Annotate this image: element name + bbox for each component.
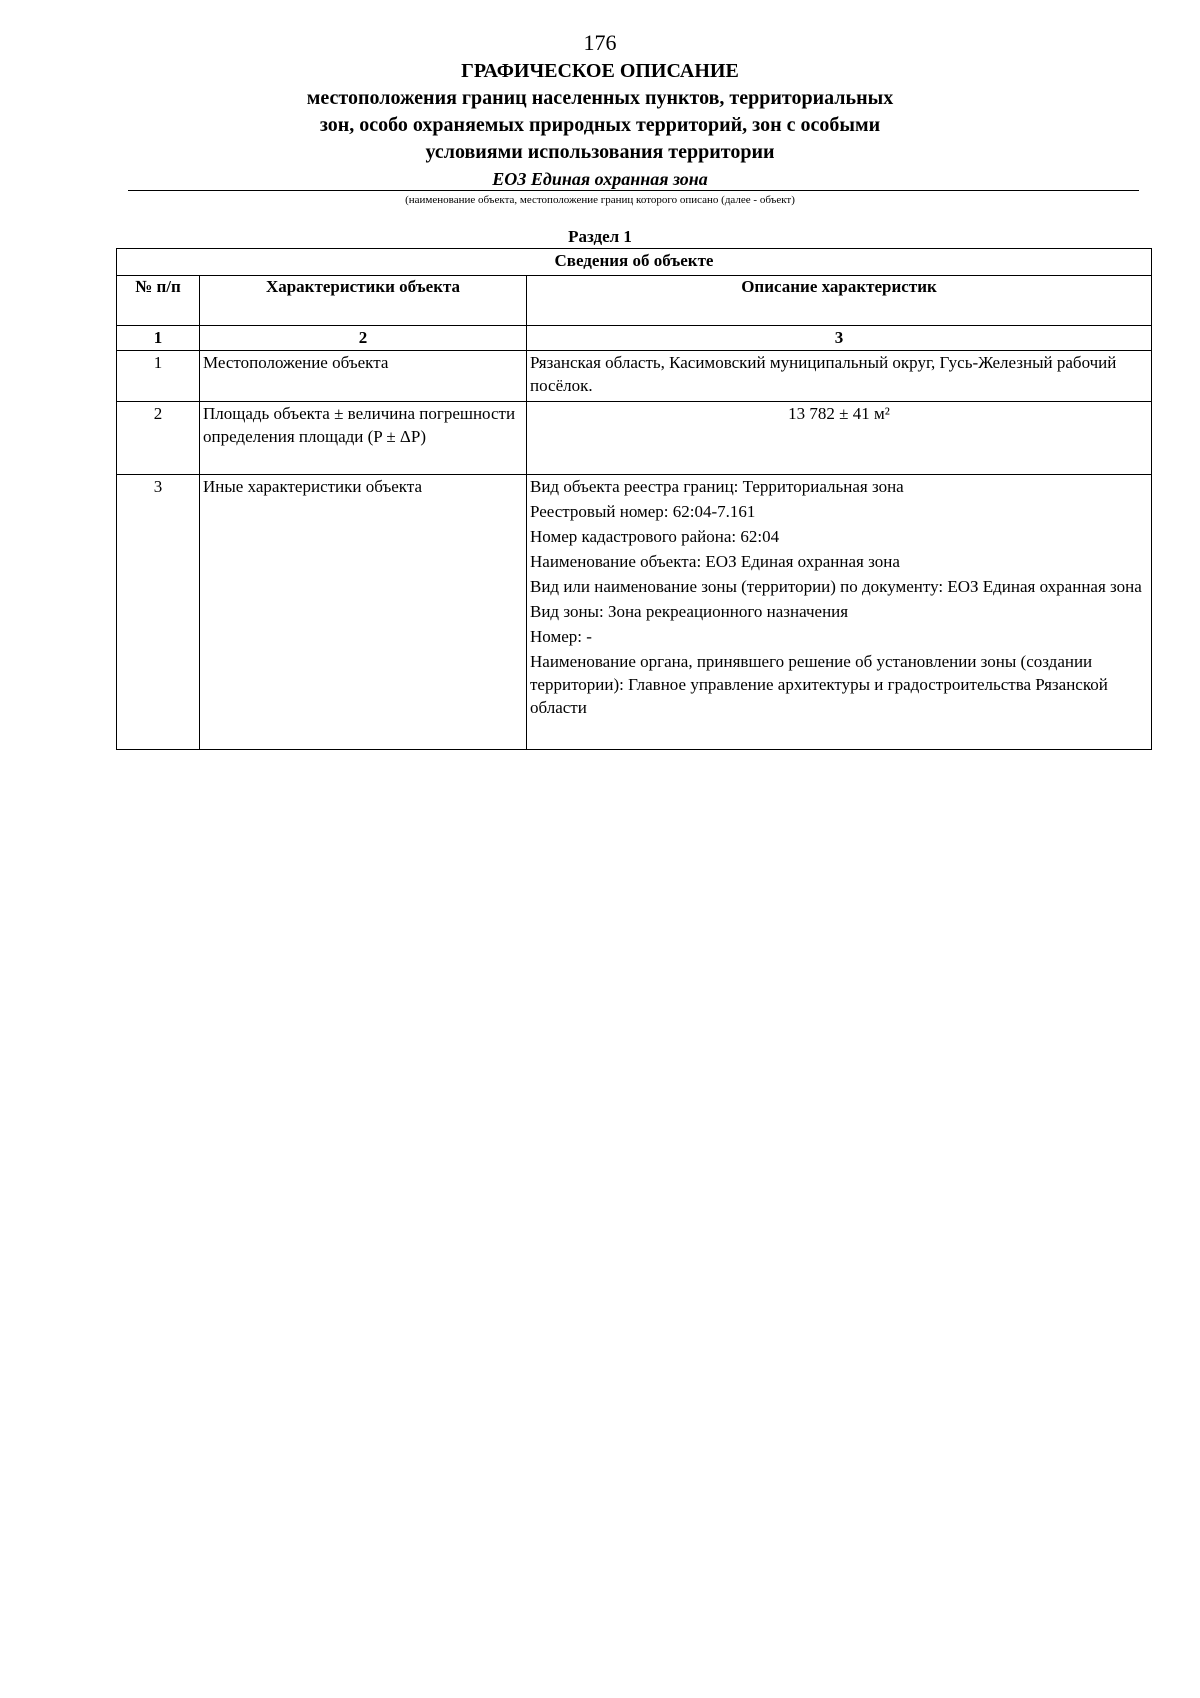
- table-caption: Сведения об объекте: [117, 249, 1152, 276]
- description-line: Реестровый номер: 62:04-7.161: [530, 502, 756, 521]
- row-description: [527, 475, 1152, 750]
- column-number-row: [117, 326, 1152, 351]
- row-characteristic: Местоположение объекта: [200, 351, 527, 402]
- page-number: 176: [583, 30, 617, 55]
- row-description: [527, 351, 1152, 402]
- table-row: [117, 402, 1152, 475]
- table-header-row: [117, 276, 1152, 326]
- description-line: Вид зоны: Зона рекреационного назначения: [530, 602, 849, 621]
- column-number-2: 2: [200, 326, 527, 351]
- table-row: [117, 351, 1152, 402]
- table-row: [117, 475, 1152, 750]
- object-name-caption: (наименование объекта, местоположение границ которого описано (далее - объект): [405, 194, 795, 206]
- description-line: Номер кадастрового района: 62:04: [530, 527, 780, 546]
- document-subtitle-line-2: зон, особо охраняемых природных территорий, зон с особыми: [319, 114, 881, 136]
- document-subtitle-line-1: местоположения границ населенных пунктов, территориальных: [306, 87, 894, 109]
- description-line: Наименование органа, принявшего решение об установлении зоны (создании территории): Главное управление архитектуры и градостроительства Рязанской области: [530, 652, 1108, 717]
- object-info-table: [116, 248, 1152, 750]
- description-line: Номер: -: [530, 627, 592, 646]
- column-number-1: 1: [117, 326, 200, 351]
- column-header-number: № п/п: [117, 276, 200, 326]
- section-title: Раздел 1: [568, 227, 632, 246]
- row-index: 1: [117, 351, 200, 402]
- column-number-3: 3: [527, 326, 1152, 351]
- column-header-characteristic: Характеристики объекта: [200, 276, 527, 326]
- description-line: Вид или наименование зоны (территории) по документу: ЕОЗ Единая охранная зона: [530, 577, 1142, 596]
- row-index: 2: [117, 402, 200, 475]
- area-value: 13 782 ± 41 м²: [788, 404, 890, 423]
- description-line: Наименование объекта: ЕОЗ Единая охранная зона: [530, 552, 900, 571]
- row-characteristic: Площадь объекта ± величина погрешности определения площади (P ± ΔP): [200, 402, 527, 475]
- row-description: [527, 402, 1152, 475]
- object-name: ЕОЗ Единая охранная зона: [492, 169, 708, 189]
- object-name-underline: [128, 190, 1139, 191]
- row-index: 3: [117, 475, 200, 750]
- row-characteristic: Иные характеристики объекта: [200, 475, 527, 750]
- description-line: Вид объекта реестра границ: Территориальная зона: [530, 477, 904, 496]
- document-header: [0, 58, 1200, 191]
- column-header-description: Описание характеристик: [527, 276, 1152, 326]
- description-line: Рязанская область, Касимовский муниципальный округ, Гусь-Железный рабочий посёлок.: [530, 353, 1117, 395]
- table-caption-row: [117, 249, 1152, 276]
- document-subtitle-line-3: условиями использования территории: [425, 141, 775, 163]
- document-title: ГРАФИЧЕСКОЕ ОПИСАНИЕ: [461, 60, 739, 82]
